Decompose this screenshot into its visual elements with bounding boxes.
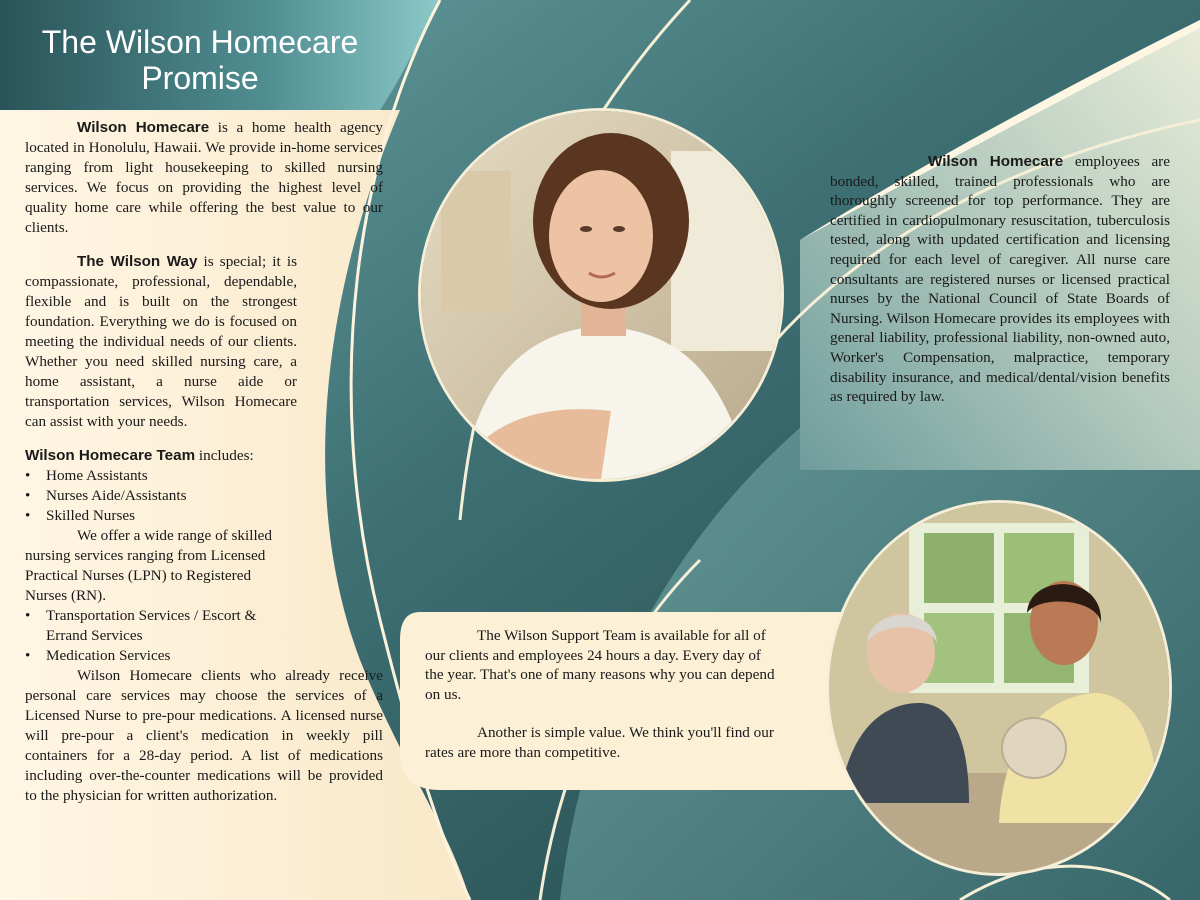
wilson-way-heading: The Wilson Way: [77, 253, 198, 270]
list-item: • Medication Services: [25, 647, 171, 664]
nurse-photo: [418, 108, 784, 482]
list-item: • Nurses Aide/Assistants: [25, 487, 187, 504]
list-item: • Home Assistants: [25, 467, 148, 484]
wilson-way-paragraph: The Wilson Way is special; it is compassionate, professional, dependable, flexible and is built on the strongest foundation. Everything we do is focused on meeting the individual needs of our clients. Whether you need skilled nursing care, a home assistant, a nurse aide or transportation services, Wilson Homecare can assist with your needs.: [25, 253, 297, 430]
skilled-nursing-note: We offer a wide range of skilled nursing services ranging from Licensed Practical Nurses (LPN) to Registered Nurses (RN).: [25, 527, 273, 604]
list-item: • Skilled Nurses: [25, 507, 136, 524]
support-paragraph: The Wilson Support Team is available for all of our clients and employees 24 hours a day. Every day of the year. That's one of many reasons why you can depend on us.: [425, 627, 775, 703]
list-item: • Transportation Services / Escort & Errand Services: [25, 607, 257, 644]
caregiver-client-photo: [826, 500, 1172, 876]
bullet-icon: •: [25, 607, 31, 624]
value-paragraph: Another is simple value. We think you'll find our rates are more than competitive.: [425, 724, 774, 761]
left-column: [25, 118, 383, 806]
bullet-icon: •: [25, 507, 31, 524]
company-name: Wilson Homecare: [77, 119, 210, 136]
bullet-icon: •: [25, 487, 31, 504]
bullet-icon: •: [25, 647, 31, 664]
team-heading: Wilson Homecare Team includes:: [25, 447, 254, 464]
medication-paragraph: Wilson Homecare clients who already receive personal care services may choose the services of a Licensed Nurse to pre-pour medications. A licensed nurse will pre-pour a client's medication in weekly pill containers for a 28-day period. A list of medications including over-the-counter medications will be provided to the physician for written authorization.: [25, 667, 383, 804]
company-name-right: Wilson Homecare: [928, 153, 1064, 170]
intro-paragraph: Wilson Homecare is a home health agency located in Honolulu, Hawaii. We provide in-home services ranging from light housekeeping to skilled nursing services. We focus on providing the highest level of quality home care while offering the best value to our clients.: [25, 119, 383, 236]
team-list: [25, 466, 383, 526]
bullet-icon: •: [25, 467, 31, 484]
page-title: The Wilson Homecare Promise: [41, 24, 359, 96]
employees-paragraph: Wilson Homecare employees are bonded, skilled, trained professionals who are thoroughly screened for top performance. They are certified in cardiopulmonary resuscitation, tuberculosis tested, along with updated certification and licensing required for each level of caregiver. All nurse care consultants are registered nurses or licensed practical nurses by the National Council of State Boards of Nursing. Wilson Homecare provides its employees with general liability, professional liability, non-owned auto, Worker's Compensation, malpractice, temporary disability insurance, and medical/dental/vision benefits as required by law.: [830, 153, 1170, 406]
team-list-more: [25, 606, 295, 666]
support-team-box: [425, 626, 777, 763]
